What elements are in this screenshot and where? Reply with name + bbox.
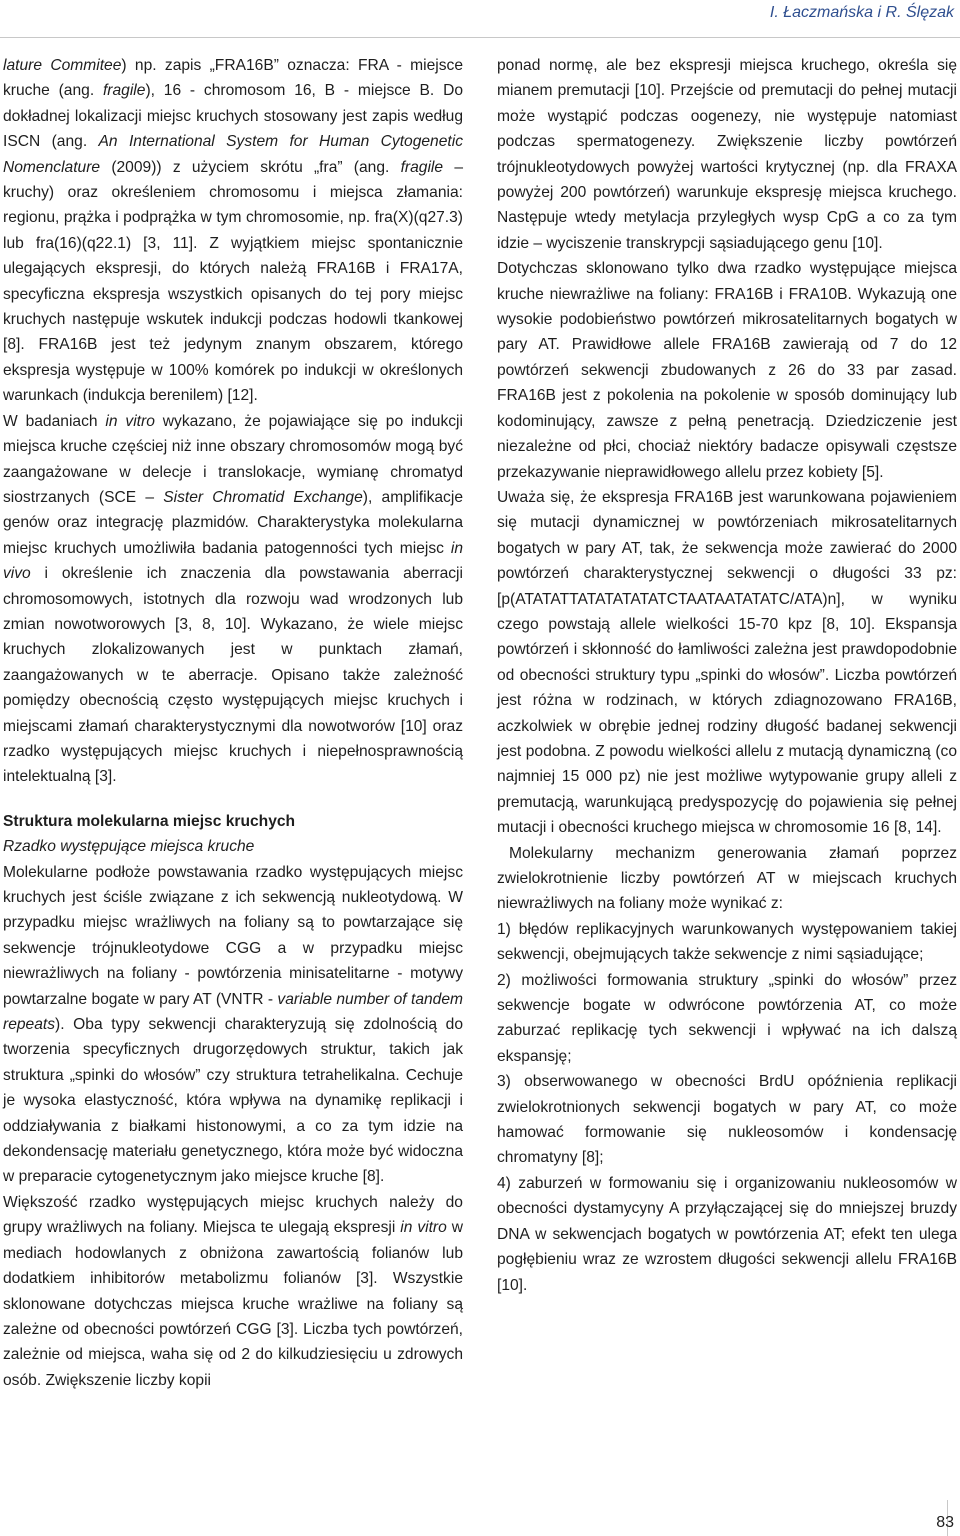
- text-run: Większość rzadko występujących miejsc kruchych należy do grupy wrażliwych na foliany. Miejsca te ulegają ekspresji: [3, 1193, 463, 1237]
- text-run: wykazano, że pojawiające się po indukcji miejsca kruche częściej niż inne obszary chromosomów mogą być zaangażowane w delecje i translokacje, wymianę chromatyd siostrzanych (SCE –: [3, 412, 463, 506]
- text-run: ), amplifikacje genów oraz integrację plazmidów. Charakterystyka molekularna miejsc kruchych umożliwiła badania patogenności tych miejsc: [3, 488, 463, 557]
- left-paragraph-1: [3, 53, 463, 409]
- italic-text: Sister Chromatid Exchange: [163, 488, 363, 506]
- text-run: ). Oba typy sekwencji charakteryzują się zdolnością do tworzenia specyficznych drugorzędowych struktur, takich jak struktura „spinki do włosów” czy struktura tetrahelikalna. Cechuje je wysoka elastyczność, która wpływa na dynamikę replikacji i oddziaływania z białkami histonowymi, a co za tym idzie na dekondensację materiału genetycznego, która może być widoczna w preparacie cytogenetycznym jako miejsce kruche [8].: [3, 1016, 463, 1186]
- list-item: 3) obserwowanego w obecności BrdU opóźnienia replikacji zwielokrotnionych sekwencji bogatych w pary AT, co może hamować formowanie się nukleosomów i kondensację chromatyny [8];: [497, 1073, 957, 1167]
- right-paragraph-2: Dotychczas sklonowano tylko dwa rzadko występujące miejsca kruche niewrażliwe na foliany: FRA16B i FRA10B. Wykazują one wysokie podobieństwo powtórzeń mikrosatelitarnych bogatych w pary AT. Prawidłowe allele FRA16B zawierają od 7 do 12 powtórzeń sekwencji zbudowanych z 26 do 33 par zasad. FRA16B jest z pokolenia na pokolenie w sposób dominujący lub kodominujący, zawsze z pełną penetracją. Dziedziczenie jest niezależne od płci, chociaż niektóry badacze opisywali częstsze przekazywanie nieprawidłowego allelu przez kobiety [5].: [497, 260, 957, 481]
- right-paragraph-1: ponad normę, ale bez ekspresji miejsca kruchego, określa się mianem premutacji [10]. Przejście od premutacji do pełnej mutacji może wystąpić podczas oogenezy, nie występuje natomiast podczas spermatogenezy. Zwiększenie liczby powtórzeń trójnukleotydowych powyżej wartości krytycznej (np. dla FRAXA powyżej 200 powtórzeń) warunkuje ekspresję miejsca kruchego. Następuje wtedy metylacja przyległych wysp CpG a co za tym idzie – wyciszenie transkrypcji sąsiadującego genu [10].: [497, 57, 957, 252]
- text-run: i określenie ich znaczenia dla powstawania aberracji chromosomowych, istotnych dla rozwoju wad wrodzonych lub zmian nowotworowych [3, 8, 10]. Wykazano, że wiele miejsc kruchych zlokalizowanych jest w punktach złamań, zaangażowanych w te aberracje. Opisano także zależność pomiędzy obecnością często występujących miejsc kruchych i miejscami złamań charakterystycznymi dla nowotworów [10] oraz rzadko występujących miejsc kruchych i niepełnosprawnością intelektualną [3].: [3, 565, 463, 786]
- italic-text: in vitro: [400, 1219, 447, 1237]
- sub-heading: Rzadko występujące miejsca kruche: [3, 838, 255, 856]
- italic-text: An International System for Human Cytogenetic Nomenclature: [3, 133, 463, 176]
- left-column: [3, 53, 463, 1393]
- text-run: ), 16 - chromosom 16, B - miejsce B. Do dokładnej lokalizacji miejsc kruchych stosowany jest zapis według ISCN (ang.: [3, 82, 464, 151]
- left-paragraph-4: [3, 1190, 463, 1393]
- section-heading: Struktura molekularna miejsc kruchych: [3, 812, 296, 830]
- text-run: W badaniach: [3, 412, 106, 430]
- text-run: w mediach hodowlanych z obniżona zawartością folianów lub dodatkiem inhibitorów metabolizmu folianów [3]. Wszystkie sklonowane dotychczas miejsca kruche wrażliwe na foliany są zależne od obecności powtórzeń CGG [3]. Liczba tych powtórzeń, zależnie od miejsca, waha się od 2 do kilkudziesięciu u zdrowych osób. Zwiększenie liczby kopii: [3, 1219, 464, 1389]
- text-run: – kruchy) oraz określeniem chromosomu i miejsca złamania: regionu, prążka i podprążka w tym chromosomie, np. fra(X)(q27.3) lub fra(16)(q22.1) [3, 11]. Z wyjątkiem miejsc spontanicznie ulegających ekspresji, do których należą FRA16B i FRA17A, specyficzna ekspresja wszystkich opisanych do tej pory miejsc kruchych następuje wskutek indukcji podczas hodowli tkankowej [8]. FRA16B jest też jedynym znanym obszarem, którego ekspresja występuje w 100% komórek po indukcji w określonych warunkach (indukcja berenilem) [12].: [3, 158, 463, 405]
- italic-text: fragile: [102, 82, 146, 100]
- header-rule: [0, 37, 960, 38]
- italic-text: variable number of tandem repeats: [3, 990, 464, 1034]
- list-item: 4) zaburzeń w formowaniu się i organizowaniu nukleosomów w obecności dystamycyny A przyłączającej się do mniejszej bruzdy DNA w sekwencjach bogatych w powtórzenia AT; efekt ten ulega pogłębieniu wraz ze wzrostem długości sekwencji allelu FRA16B [10].: [497, 1174, 957, 1294]
- page-number: 83: [936, 1514, 954, 1531]
- text-run: (2009)) z użyciem skrótu „fra” (ang.: [100, 158, 401, 176]
- text-run: Molekularne podłoże powstawania rzadko występujących miejsc kruchych jest ściśle związane z ich sekwencją nukleotydową. W przypadku miejsc wrażliwych na foliany są to powtarzające się sekwencje trójnukleotydowe CGG a w przypadku miejsc niewrażliwych na foliany - powtórzenia minisatelitarne - motywy powtarzalne bogate w pary AT (VNTR -: [3, 863, 463, 1008]
- italic-text: fragile: [400, 158, 444, 176]
- left-paragraph-3: [3, 860, 463, 1190]
- italic-text: in vitro: [105, 412, 155, 430]
- text-run: ) np. zapis „FRA16B” oznacza: FRA - miejsce kruche (ang.: [3, 57, 463, 100]
- left-paragraph-2: [3, 409, 463, 790]
- list-item: 2) możliwości formowania struktury „spinki do włosów” przez sekwencje bogate w odwrócone powtórzenia AT, co może zaburzać replikację tych sekwencji i wpływać na ich dalszą ekspansję;: [497, 971, 957, 1065]
- running-head: I. Łaczmańska i R. Ślęzak: [769, 4, 954, 21]
- right-column: [497, 53, 957, 1298]
- list-item: 1) błędów replikacyjnych warunkowanych występowaniem takiej sekwencji, obejmujących także sekwencje z nimi sąsiadujące;: [497, 920, 957, 964]
- italic-text: in vivo: [3, 539, 463, 583]
- italic-text: lature Commitee: [3, 57, 122, 74]
- right-paragraph-3: Uważa się, że ekspresja FRA16B jest warunkowana pojawieniem się mutacji dynamicznej w powtórzeniach mikrosatelitarnych bogatych w pary AT, tak, że sekwencja może zawierać do 2000 powtórzeń charakterystycznej sekwencji o długości 33 pz: [p(ATATATTATATATATATCTAATAATATATC/ATA)n], w wyniku czego powstają allele wielkości 15-70 kpz [8, 10]. Ekspansja powtórzeń i skłonność do łamliwości zależna jest prawdopodobnie od obecności struktury typu „spinki do włosów”. Liczba powtórzeń jest różna w rodzinach, w których zdiagnozowano FRA16B, aczkolwiek w obrębie jednej rodziny długość badanej sekwencji jest podobna. Z powodu wielkości allelu z mutacją dynamiczną (co najmniej 15 000 pz) nie jest możliwe wytypowanie grupy alleli z premutacją, warunkującą predyspozycję do pojawienia się pełnej mutacji i obecności kruchego miejsca w chromosomie 16 [8, 14].: [497, 488, 957, 837]
- right-paragraph-4: Molekularny mechanizm generowania złamań poprzez zwielokrotnienie liczby powtórzeń AT w miejscach kruchych niewrażliwych na foliany może wynikać z:: [497, 844, 957, 913]
